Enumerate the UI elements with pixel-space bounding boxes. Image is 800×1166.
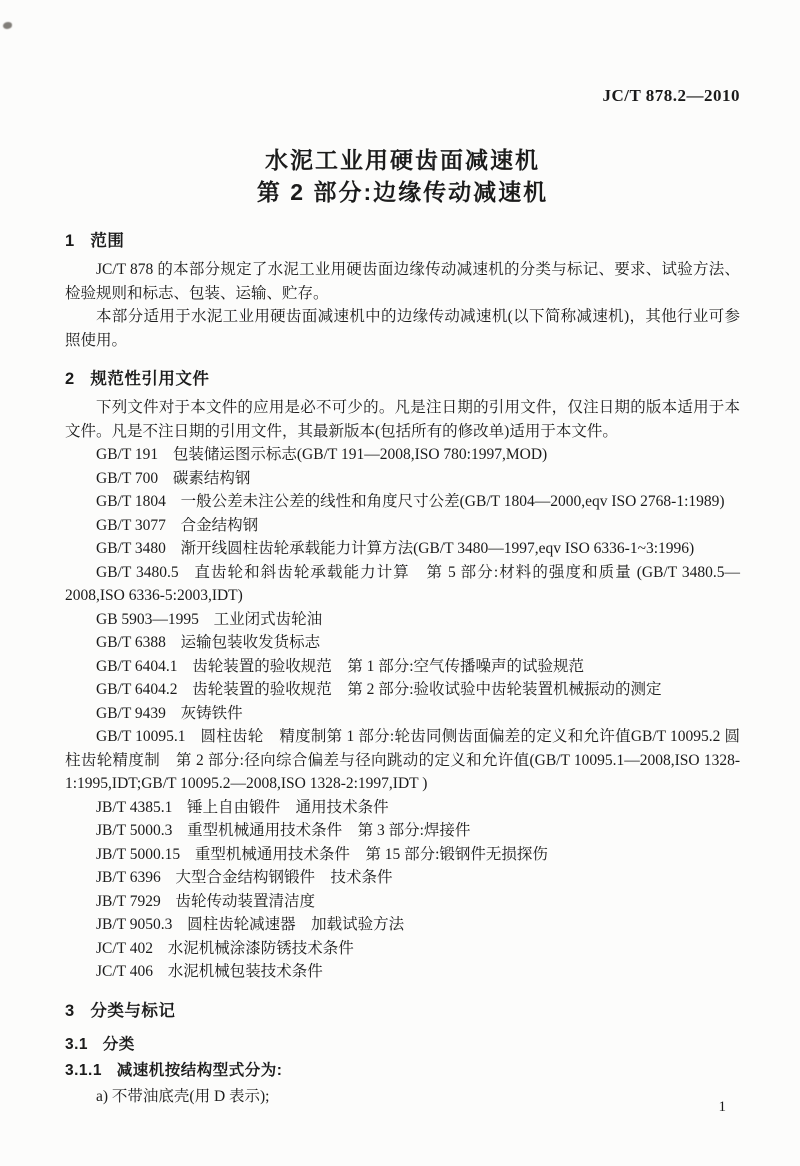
section-scope: [65, 230, 740, 352]
reference-code: JC/T 402: [96, 939, 153, 957]
reference-title: 灰铸铁件: [180, 704, 243, 722]
reference-title: 工业闭式齿轮油: [213, 610, 323, 628]
reference-title: 圆柱齿轮减速器 加载试验方法: [187, 916, 405, 933]
reference-code: JB/T 4385.1: [96, 798, 173, 816]
reference-code: GB/T 3480: [96, 540, 166, 557]
standard-code: JC/T 878.2—2010: [602, 86, 740, 105]
document-title: [65, 144, 740, 208]
reference-code: JC/T 406: [96, 963, 153, 980]
section-3-number: 3: [65, 1001, 75, 1020]
reference-code: GB 5903—1995: [96, 610, 199, 628]
reference-title: 碳素结构钢: [172, 469, 251, 487]
reference-item: [65, 537, 740, 561]
reference-title: 锤上自由锻件 通用技术条件: [187, 798, 389, 816]
reference-item: [65, 702, 740, 726]
reference-code: JB/T 9050.3: [96, 916, 173, 933]
reference-item: [65, 937, 740, 961]
section-1-heading: [65, 230, 740, 252]
reference-code: GB/T 700: [96, 469, 159, 487]
classification-item-a: a) 不带油底壳(用 D 表示);: [96, 1087, 270, 1105]
reference-code: GB/T 3480.5: [96, 563, 179, 581]
section-2-title: 规范性引用文件: [90, 370, 210, 388]
reference-code: GB/T 6388: [96, 634, 166, 651]
section-1-title: 范围: [90, 232, 125, 250]
reference-item: [65, 678, 740, 702]
clause-3-1-number: 3.1: [65, 1035, 89, 1053]
reference-title: 水泥机械包装技术条件: [167, 963, 323, 980]
section-1-number: 1: [65, 232, 75, 250]
title-line-1: 水泥工业用硬齿面减速机: [265, 147, 540, 173]
reference-item: [65, 890, 740, 914]
page-number: 1: [718, 1099, 726, 1115]
reference-item: [65, 514, 740, 538]
reference-code: GB/T 191: [96, 446, 159, 463]
reference-title: 包装储运图示标志(GB/T 191—2008,ISO 780:1997,MOD): [172, 446, 548, 463]
section-2-heading: [65, 368, 740, 390]
section-3-title: 分类与标记: [90, 1001, 176, 1020]
reference-item: [65, 866, 740, 890]
reference-item: [65, 796, 740, 820]
section-2-number: 2: [65, 370, 75, 388]
reference-code: GB/T 1804: [96, 493, 166, 510]
reference-code: GB/T 10095.1: [96, 728, 186, 745]
title-line-2: 第 2 部分:边缘传动减速机: [256, 179, 549, 205]
reference-item: [65, 655, 740, 679]
reference-title: 齿轮装置的验收规范 第 1 部分:空气传播噪声的试验规范: [192, 657, 585, 675]
scan-speck: [3, 22, 12, 29]
clause-3-1-1-number: 3.1.1: [65, 1061, 102, 1079]
reference-item: [65, 608, 740, 632]
reference-code: JB/T 7929: [96, 892, 161, 910]
reference-title: 重型机械通用技术条件 第 15 部分:锻钢件无损探伤: [194, 845, 548, 863]
reference-title: 直齿轮和斜齿轮承载能力计算 第 5 部分:材料的强度和质量 (GB/T 3480.5—2008,ISO 6336-5:2003,IDT): [65, 563, 741, 604]
clause-3-1-1-title: 减速机按结构型式分为:: [116, 1061, 283, 1079]
reference-code: GB/T 3077: [96, 516, 166, 534]
reference-item: [65, 467, 740, 491]
reference-code: GB/T 6404.1: [96, 657, 178, 675]
section-classification: [65, 1000, 740, 1109]
reference-item: [65, 913, 740, 937]
scope-paragraph-1: JC/T 878 的本部分规定了水泥工业用硬齿面边缘传动减速机的分类与标记、要求、试验方法、检验规则和标志、包装、运输、贮存。: [65, 261, 740, 302]
reference-title: 圆柱齿轮 精度制第 1 部分:轮齿同侧齿面偏差的定义和允许值GB/T 10095.2 圆柱齿轮精度制 第 2 部分:径向综合偏差与径向跳动的定义和允许值(GB/T 10095.1—2008,ISO 1328-1:1995,IDT;GB/T 10095.2—2008,ISO 1328-2:1997,IDT ): [65, 728, 740, 792]
reference-title: 齿轮传动装置清洁度: [175, 892, 315, 910]
reference-title: 重型机械通用技术条件 第 3 部分:焊接件: [187, 822, 471, 839]
reference-item: [65, 725, 740, 796]
normative-references-intro: 下列文件对于本文件的应用是必不可少的。凡是注日期的引用文件，仅注日期的版本适用于本文件。凡是不注日期的引用文件，其最新版本(包括所有的修改单)适用于本文件。: [65, 399, 740, 440]
scope-paragraph-2: 本部分适用于水泥工业用硬齿面减速机中的边缘传动减速机(以下简称减速机)，其他行业可参照使用。: [65, 308, 740, 349]
reference-title: 合金结构钢: [180, 516, 259, 534]
reference-code: JB/T 5000.3: [96, 822, 173, 839]
reference-title: 大型合金结构钢锻件 技术条件: [175, 869, 393, 886]
reference-item: [65, 819, 740, 843]
section-3-heading: [65, 1000, 740, 1022]
reference-code: JB/T 6396: [96, 869, 161, 886]
reference-item: [65, 843, 740, 867]
clause-3-1-heading: [65, 1034, 740, 1056]
reference-code: GB/T 9439: [96, 704, 166, 722]
reference-item: [65, 561, 740, 608]
reference-item: [65, 631, 740, 655]
reference-title: 齿轮装置的验收规范 第 2 部分:验收试验中齿轮装置机械振动的测定: [192, 681, 662, 698]
section-normative-references: [65, 368, 740, 984]
reference-code: JB/T 5000.15: [96, 845, 181, 863]
reference-item: [65, 443, 740, 467]
reference-item: [65, 490, 740, 514]
reference-title: 一般公差未注公差的线性和角度尺寸公差(GB/T 1804—2000,eqv ISO 2768-1:1989): [180, 493, 725, 510]
reference-title: 水泥机械涂漆防锈技术条件: [167, 939, 354, 957]
clause-3-1-1-heading: [65, 1060, 740, 1082]
reference-code: GB/T 6404.2: [96, 681, 178, 698]
reference-item: [65, 960, 740, 984]
reference-title: 渐开线圆柱齿轮承载能力计算方法(GB/T 3480—1997,eqv ISO 6336-1~3:1996): [180, 540, 695, 557]
clause-3-1-title: 分类: [102, 1035, 135, 1053]
reference-title: 运输包装收发货标志: [180, 634, 321, 651]
